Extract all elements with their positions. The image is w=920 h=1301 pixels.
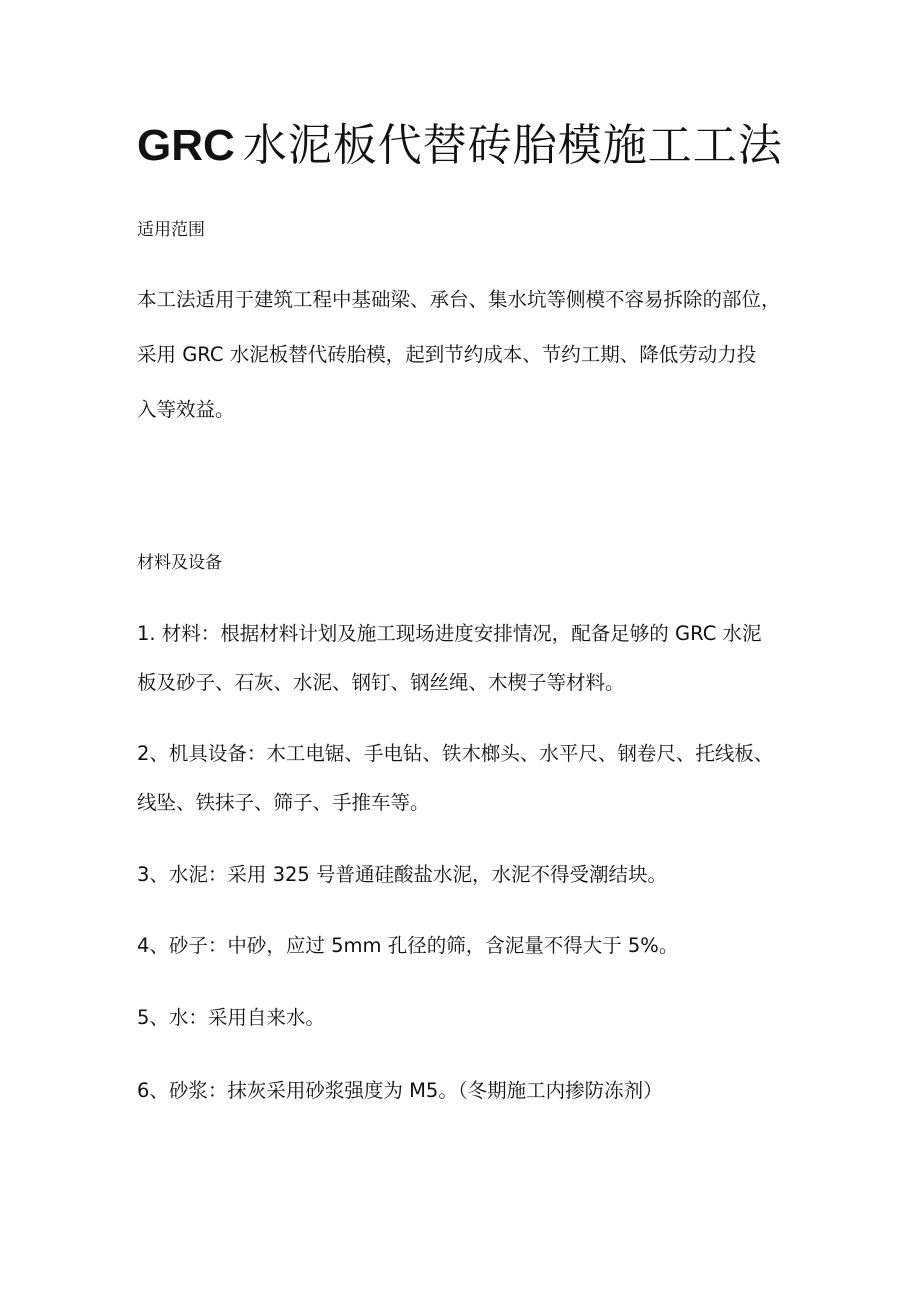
materials-item-5 — [137, 1006, 817, 1030]
materials-item-line: 线坠、铁抹子、筛子、手推车等。 — [137, 791, 430, 814]
materials-item-line: 板及砂子、石灰、水泥、钢钉、钢丝绳、木楔子等材料。 — [137, 671, 625, 694]
materials-item-1 — [137, 622, 817, 695]
materials-item-line: 1. 材料：根据材料计划及施工现场进度安排情况，配备足够的 GRC 水泥 — [137, 622, 762, 645]
materials-item-line: 2、机具设备：木工电锯、手电钻、铁木榔头、水平尺、钢卷尺、托线板、 — [137, 742, 774, 765]
scope-line: 采用 GRC 水泥板替代砖胎模，起到节约成本、节约工期、降低劳动力投 — [137, 343, 757, 366]
materials-item-line: 6、砂浆：抹灰采用砂浆强度为 M5。（冬期施工内掺防冻剂） — [137, 1079, 663, 1102]
section-heading-scope: 适用范围 — [137, 220, 205, 240]
scope-line: 入等效益。 — [137, 398, 235, 421]
scope-paragraph — [137, 288, 817, 422]
materials-item-line: 4、砂子：中砂，应过 5mm 孔径的筛，含泥量不得大于 5%。 — [137, 934, 679, 957]
materials-item-6 — [137, 1079, 817, 1103]
scope-line: 本工法适用于建筑工程中基础梁、承台、集水坑等侧模不容易拆除的部位， — [137, 288, 781, 311]
materials-item-4 — [137, 934, 817, 958]
document-title — [137, 118, 783, 174]
materials-item-line: 5、水：采用自来水。 — [137, 1006, 325, 1029]
title-cjk: 水泥板代替砖胎模施工工法 — [242, 120, 783, 171]
materials-item-2 — [137, 742, 817, 815]
materials-item-line: 3、水泥：采用 325 号普通硅酸盐水泥，水泥不得受潮结块。 — [137, 863, 668, 886]
materials-item-3 — [137, 863, 817, 887]
title-latin: GRC — [137, 121, 235, 170]
section-heading-materials: 材料及设备 — [137, 553, 222, 573]
